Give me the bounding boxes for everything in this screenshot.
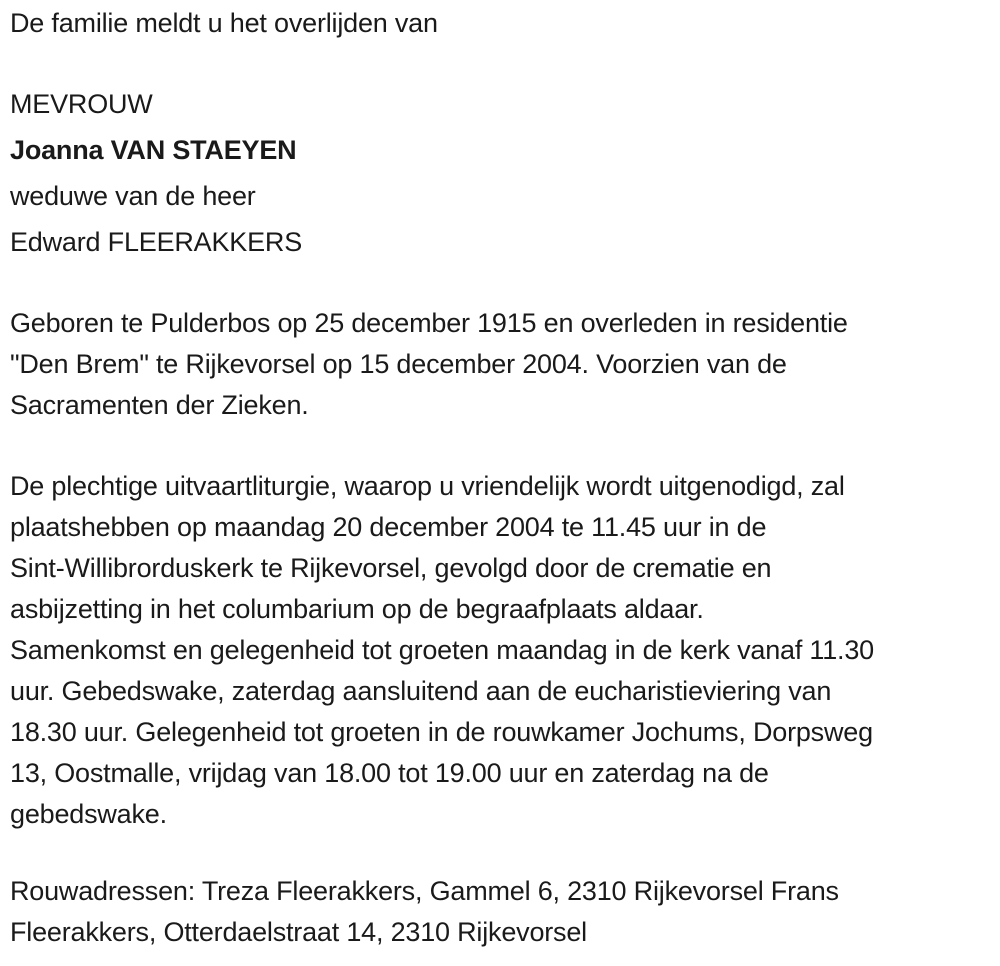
ceremony-line: Samenkomst en gelegenheid tot groeten maandag in de kerk vanaf 11.30 xyxy=(10,635,874,665)
ceremony-line: asbijzetting in het columbarium op de begraafplaats aldaar. xyxy=(10,594,704,624)
ceremony-paragraph xyxy=(10,466,990,835)
ceremony-line: uur. Gebedswake, zaterdag aansluitend aan de eucharistieviering van xyxy=(10,676,832,706)
ceremony-line: 18.30 uur. Gelegenheid tot groeten in de rouwkamer Jochums, Dorpsweg xyxy=(10,717,873,747)
spouse-name: Edward FLEERAKKERS xyxy=(10,227,303,257)
mourning-addresses-paragraph xyxy=(10,871,990,953)
ceremony-line: gebedswake. xyxy=(10,799,167,829)
birth-death-line: Geboren te Pulderbos op 25 december 1915 en overleden in residentie xyxy=(10,308,848,338)
relation-line: weduwe van de heer xyxy=(10,181,256,211)
ceremony-line: Sint-Willibrorduskerk te Rijkevorsel, gevolgd door de crematie en xyxy=(10,553,772,583)
ceremony-line: plaatshebben op maandag 20 december 2004 te 11.45 uur in de xyxy=(10,512,767,542)
mourning-address-line: Fleerakkers, Otterdaelstraat 14, 2310 Rijkevorsel xyxy=(10,917,587,947)
deceased-name: Joanna VAN STAEYEN xyxy=(10,135,297,165)
ceremony-line: 13, Oostmalle, vrijdag van 18.00 tot 19.00 uur en zaterdag na de xyxy=(10,758,769,788)
birth-death-line: "Den Brem" te Rijkevorsel op 15 december 2004. Voorzien van de xyxy=(10,349,787,379)
birth-death-line: Sacramenten der Zieken. xyxy=(10,390,309,420)
intro-line: De familie meldt u het overlijden van xyxy=(10,8,438,38)
salutation-line: MEVROUW xyxy=(10,89,153,119)
birth-death-paragraph xyxy=(10,303,990,426)
mourning-address-line: Rouwadressen: Treza Fleerakkers, Gammel 6, 2310 Rijkevorsel Frans xyxy=(10,876,839,906)
ceremony-line: De plechtige uitvaartliturgie, waarop u vriendelijk wordt uitgenodigd, zal xyxy=(10,471,845,501)
